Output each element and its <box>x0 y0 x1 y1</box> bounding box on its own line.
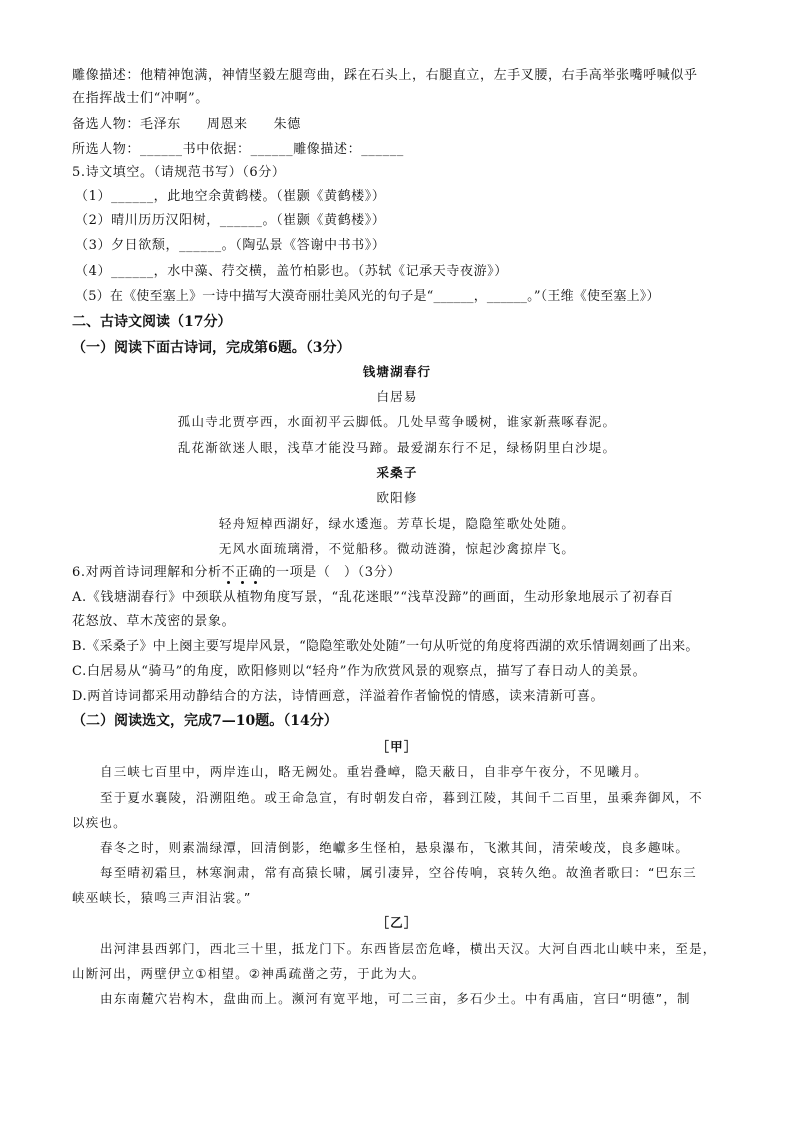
section-2-title: 二、古诗文阅读（17分） <box>72 314 232 330</box>
candidate-zhou: 周恩来 <box>206 117 248 132</box>
q6-stem-start: 6.对两首诗词理解和分析 <box>72 565 222 580</box>
q5-item-5: （5）在《使至塞上》一诗中描写大漠奇丽壮美风光的句子是“______，______。”（王维《使至塞上》） <box>75 289 660 304</box>
text-yi-label: ［乙］ <box>376 915 418 930</box>
q6-stem <box>72 564 401 582</box>
jia-paragraph-4-line2: 峡巫峡长，猿鸣三声泪沾裳。” <box>72 890 252 905</box>
yi-paragraph-1-line1: 出河津县西郭门，西北三十里，抵龙门下。东西皆层峦危峰，横出天汉。大河自西北山峡中来，至是， <box>100 941 717 956</box>
q5-item-1: （1）______，此地空余黄鹤楼。（崔颢《黄鹤楼》） <box>75 189 386 204</box>
text-jia-label: ［甲］ <box>376 739 418 754</box>
candidates-label: 备选人物：毛泽东 <box>72 117 181 132</box>
q5-item-4: （4）______，水中藻、荇交横，盖竹柏影也。（苏轼《记承天寺夜游》） <box>75 264 508 279</box>
sculpture-description-line2: 在指挥战士们“冲啊”。 <box>72 91 209 106</box>
jia-paragraph-2-line1: 至于夏水襄陵，沿溯阻绝。或王命急宣，有时朝发白帝，暮到江陵，其间千二百里，虽乘奔御风，不 <box>100 790 703 805</box>
jia-paragraph-1: 自三峡七百里中，两岸连山，略无阙处。重岩叠嶂，隐天蔽日，自非亭午夜分，不见曦月。 <box>100 764 649 779</box>
q5-title: 5.诗文填空。（请规范书写）（6分） <box>72 165 286 180</box>
poem2-title: 采桑子 <box>376 465 418 480</box>
q6-option-c: C.白居易从“骑马”的角度，欧阳修则以“轻舟”作为欣赏风景的观察点，描写了春日动人的美景。 <box>72 664 647 679</box>
poem2-line-2: 无风水面琉璃滑，不觉船移。微动涟漪，惊起沙禽掠岸飞。 <box>218 541 576 556</box>
jia-paragraph-2-line2: 以疾也。 <box>72 815 127 830</box>
q6-emphasis-char-3: 确 <box>248 565 263 580</box>
jia-paragraph-4-line1: 每至晴初霜旦，林寒涧肃，常有高猿长啸，属引凄异，空谷传响，哀转久绝。故渔者歌曰：“巴东三 <box>100 865 697 880</box>
q6-emphasis-char-1: 不 <box>221 565 236 580</box>
yi-paragraph-1-line2: 山断河出，两壁伊立①相望。②神禹疏凿之劳，于此为大。 <box>72 966 426 981</box>
q6-option-a-line2: 花怒放、草木茂密的景象。 <box>72 614 236 629</box>
section-2-part-2-title: （二）阅读选文，完成7—10题。（14分） <box>72 713 338 729</box>
candidate-zhu: 朱德 <box>273 117 301 132</box>
yi-paragraph-2: 由东南麓穴岩构木，盘曲而上。濒河有宽平地，可二三亩，多石少土。中有禹庙，宫曰“明德”，制 <box>100 991 691 1006</box>
poem1-line-2: 乱花渐欲迷人眼，浅草才能没马蹄。最爱湖东行不足，绿杨阴里白沙堤。 <box>177 440 617 455</box>
sculpture-description-line1: 雕像描述：他精神饱满，神情坚毅左腿弯曲，踩在石头上，右腿直立，左手叉腰，右手高举张嘴呼喊似乎 <box>72 68 698 83</box>
q5-item-2: （2）晴川历历汉阳树，______。（崔颢《黄鹤楼》） <box>75 213 386 228</box>
poem2-author: 欧阳修 <box>376 490 418 505</box>
q6-option-a-line1: A.《钱塘湖春行》中颈联从植物角度写景，“乱花迷眼”“浅草没蹄”的画面，生动形象地展示了初春百 <box>72 590 674 605</box>
q6-stem-end: 的一项是（ ）（3分） <box>262 565 401 580</box>
jia-paragraph-3: 春冬之时，则素湍绿潭，回清倒影，绝巘多生怪柏，悬泉瀑布，飞漱其间，清荣峻茂，良多趣味。 <box>100 840 690 855</box>
poem1-line-1: 孤山寺北贾亭西，水面初平云脚低。几处早莺争暖树，谁家新燕啄春泥。 <box>177 414 617 429</box>
q5-item-3: （3）夕日欲颓，______。（陶弘景《答谢中书书》） <box>75 238 386 253</box>
section-2-part-1-title: （一）阅读下面古诗词，完成第6题。（3分） <box>72 340 351 356</box>
q6-emphasis-char-2: 正 <box>235 565 249 580</box>
poem1-author: 白居易 <box>376 389 418 404</box>
q6-option-d: D.两首诗词都采用动静结合的方法，诗情画意，洋溢着作者愉悦的情感，读来清新可喜。 <box>72 689 605 704</box>
answer-blank-line: 所选人物：______书中依据：______雕像描述：______ <box>72 142 404 157</box>
poem1-title: 钱塘湖春行 <box>362 364 432 379</box>
poem2-line-1: 轻舟短棹西湖好，绿水逶迤。芳草长堤，隐隐笙歌处处随。 <box>218 516 576 531</box>
q6-option-b: B.《采桑子》中上阕主要写堤岸风景，“隐隐笙歌处处随”一句从听觉的角度将西湖的欢乐情调刻画了出来。 <box>72 639 699 654</box>
candidate-people <box>72 116 301 134</box>
